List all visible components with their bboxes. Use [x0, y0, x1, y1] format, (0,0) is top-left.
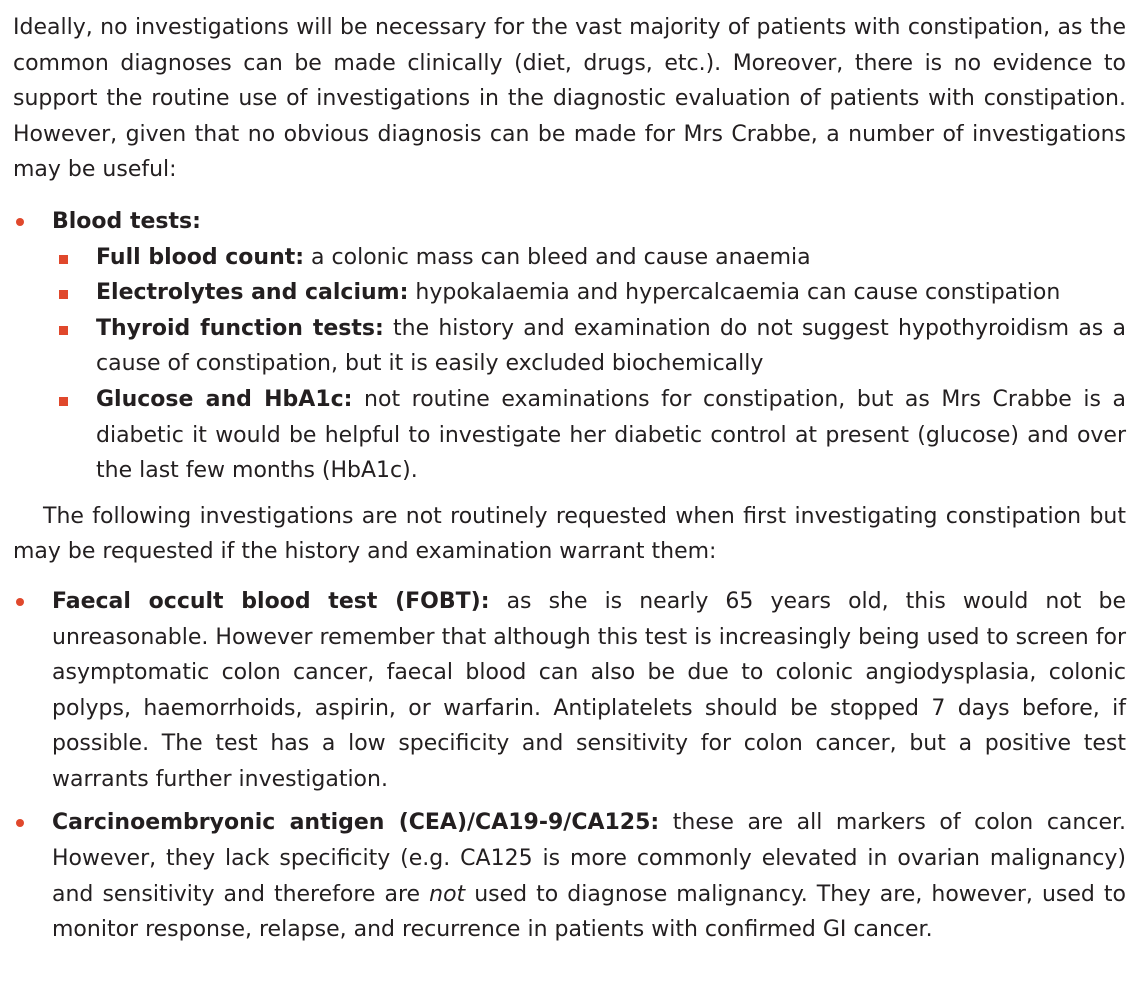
square-bullet-icon: [59, 397, 68, 406]
cea-text-before: these are all markers of colon cancer. However, they lack specificity (e.g. CA125 is more commonly elevated in ovarian malignancy) and sensitivity and therefore are: [52, 810, 1126, 907]
extra-tests-list: [13, 584, 1126, 948]
sub-item-full-blood-count: [52, 240, 1126, 276]
sub-item-term: Thyroid function tests:: [96, 315, 384, 341]
square-bullet-icon: [59, 326, 68, 335]
cea-term: Carcinoembryonic antigen (CEA)/CA19-9/CA125:: [52, 810, 660, 836]
fobt-text: as she is nearly 65 years old, this would not be unreasonable. However remember that although this test is increasingly being used to screen for asymptomatic colon cancer, faecal blood can also be due to colonic angiodysplasia, colonic polyps, haemorrhoids, aspirin, or warfarin. Antiplatelets should be stopped 7 days before, if possible. The test has a low specificity and sensitivity for colon cancer, but a positive test warrants further investigation.: [52, 588, 1127, 792]
sub-item-text: the history and examination do not suggest hypothyroidism as a cause of constipation, but it is easily excluded biochemically: [96, 315, 1126, 377]
investigations-list: [13, 204, 1126, 489]
cea-emphasis: not: [429, 881, 466, 907]
round-bullet-icon: [16, 598, 24, 606]
round-bullet-icon: [16, 819, 24, 827]
blood-tests-sublist: [52, 240, 1126, 489]
sub-item-text: not routine examinations for constipation, but as Mrs Crabbe is a diabetic it would be helpful to investigate her diabetic control at present (glucose) and over the last few months (HbA1c).: [96, 386, 1126, 484]
blood-tests-heading: Blood tests:: [52, 208, 201, 234]
sub-item-electrolytes: [52, 275, 1126, 311]
sub-item-term: Electrolytes and calcium:: [96, 280, 409, 306]
sub-item-thyroid: [52, 311, 1126, 382]
cea-text-after: used to diagnose malignancy. They are, however, used to monitor response, relapse, and recurrence in patients with confirmed GI cancer.: [52, 881, 1126, 943]
sub-item-text: hypokalaemia and hypercalcaemia can cause constipation: [408, 280, 1061, 306]
sub-item-term: Glucose and HbA1c:: [96, 386, 353, 412]
sub-item-glucose: [52, 382, 1126, 489]
list-item-blood-tests: [13, 204, 1126, 489]
round-bullet-icon: [16, 218, 24, 226]
list-item-fobt: [13, 584, 1126, 798]
sub-item-term: Full blood count:: [96, 244, 305, 270]
fobt-term: Faecal occult blood test (FOBT):: [52, 588, 490, 614]
intro-paragraph: Ideally, no investigations will be necessary for the vast majority of patients with constipation, as the common diagnoses can be made clinically (diet, drugs, etc.). Moreover, there is no evidence to support the routine use of investigations in the diagnostic evaluation of patients with constipation. However, given that no obvious diagnosis can be made for Mrs Crabbe, a number of investigations may be useful:: [13, 15, 1126, 183]
following-paragraph: The following investigations are not routinely requested when first investigating constipation but may be requested if the history and examination warrant them:: [13, 503, 1126, 565]
sub-item-text: a colonic mass can bleed and cause anaemia: [304, 244, 811, 270]
square-bullet-icon: [59, 290, 68, 299]
list-item-cea: [13, 805, 1126, 947]
square-bullet-icon: [59, 255, 68, 264]
